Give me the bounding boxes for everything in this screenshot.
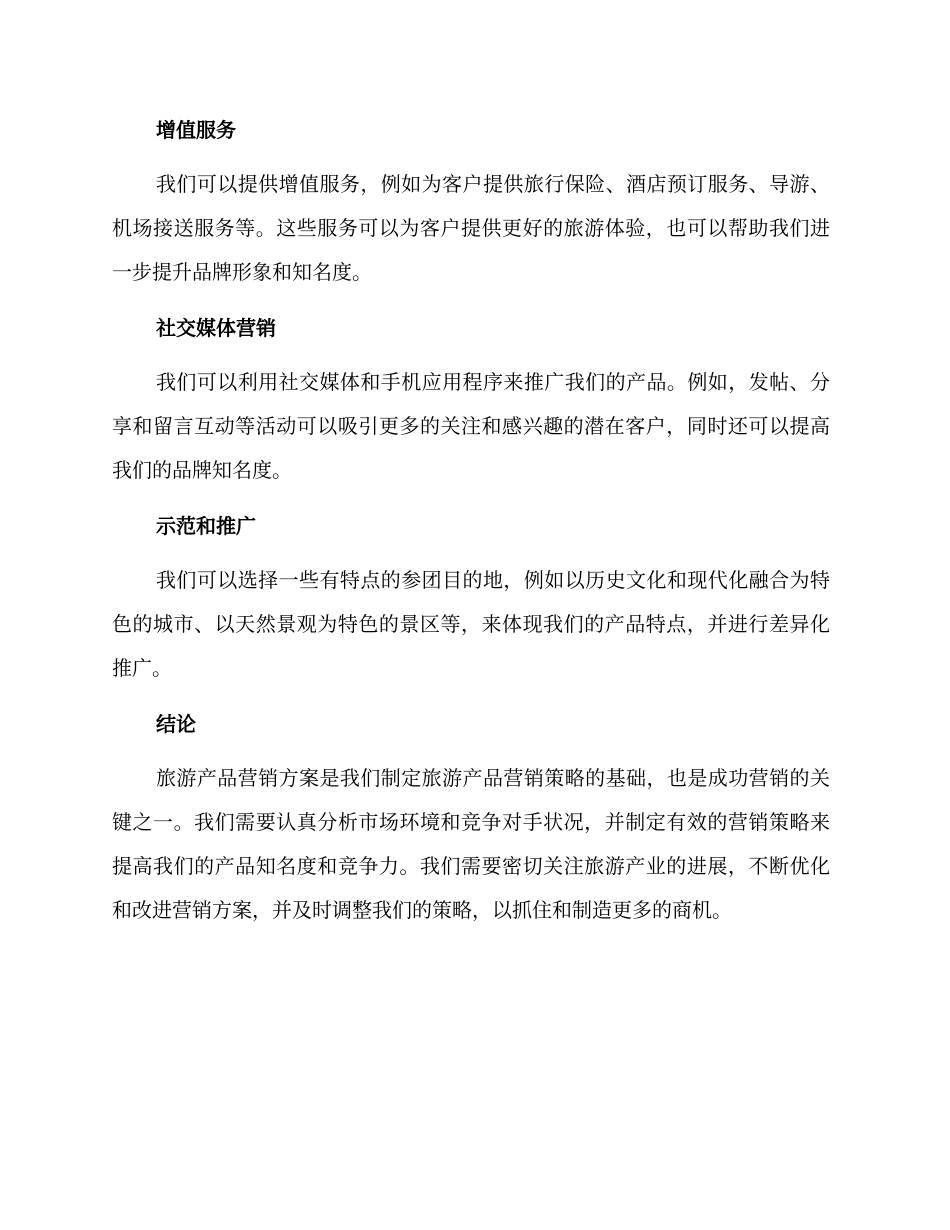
section-demonstration-promotion xyxy=(112,504,830,690)
section-paragraph: 我们可以选择一些有特点的参团目的地，例如以历史文化和现代化融合为特色的城市、以天然景观为特色的景区等，来体现我们的产品特点，并进行差异化推广。 xyxy=(112,568,830,680)
section-conclusion xyxy=(112,702,830,932)
section-social-media-marketing xyxy=(112,306,830,492)
document-content xyxy=(112,108,830,944)
section-paragraph: 旅游产品营销方案是我们制定旅游产品营销策略的基础，也是成功营销的关键之一。我们需要认真分析市场环境和竞争对手状况，并制定有效的营销策略来提高我们的产品知名度和竞争力。我们需要密切关注旅游产业的进展，不断优化和改进营销方案，并及时调整我们的策略，以抓住和制造更多的商机。 xyxy=(112,766,830,922)
section-paragraph: 我们可以提供增值服务，例如为客户提供旅行保险、酒店预订服务、导游、机场接送服务等。这些服务可以为客户提供更好的旅游体验，也可以帮助我们进一步提升品牌形象和知名度。 xyxy=(112,172,830,284)
section-heading: 示范和推广 xyxy=(156,514,256,538)
section-heading: 社交媒体营销 xyxy=(156,316,276,340)
section-value-added-services xyxy=(112,108,830,294)
section-heading: 结论 xyxy=(156,712,196,736)
section-heading: 增值服务 xyxy=(156,118,236,142)
section-paragraph: 我们可以利用社交媒体和手机应用程序来推广我们的产品。例如，发帖、分享和留言互动等活动可以吸引更多的关注和感兴趣的潜在客户，同时还可以提高我们的品牌知名度。 xyxy=(112,370,830,482)
